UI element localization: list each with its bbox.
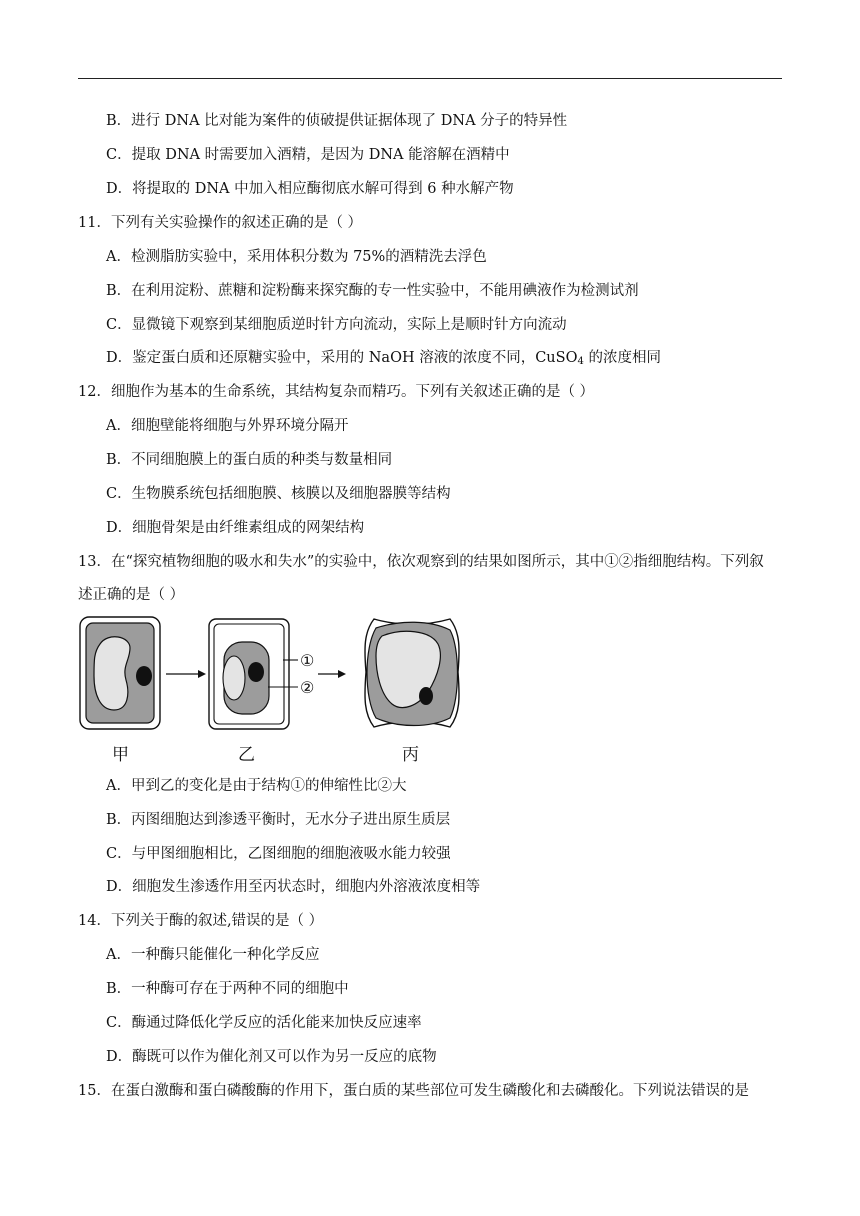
q14-option-d[interactable]: D．酶既可以作为催化剂又可以作为另一反应的底物 — [106, 1049, 437, 1065]
q11-option-c[interactable]: C．显微镜下观察到某细胞质逆时针方向流动，实际上是顺时针方向流动 — [106, 317, 567, 333]
q14-option-c[interactable]: C．酶通过降低化学反应的活化能来加快反应速率 — [106, 1015, 422, 1031]
q12-option-d[interactable]: D．细胞骨架是由纤维素组成的网架结构 — [106, 520, 365, 536]
q13-option-b[interactable]: B．丙图细胞达到渗透平衡时，无水分子进出原生质层 — [106, 812, 451, 828]
cell-jia — [80, 617, 160, 729]
marker-1: ① — [300, 651, 315, 670]
q12-option-b[interactable]: B．不同细胞膜上的蛋白质的种类与数量相同 — [106, 452, 393, 468]
cell-bing — [365, 619, 459, 727]
label-bing: 丙 — [402, 745, 419, 765]
q13-option-d[interactable]: D．细胞发生渗透作用至丙状态时，细胞内外溶液浓度相等 — [106, 879, 481, 895]
q13-option-c[interactable]: C．与甲图细胞相比，乙图细胞的细胞液吸水能力较强 — [106, 846, 451, 862]
q13-stem-line1: 13．在“探究植物细胞的吸水和失水”的实验中，依次观察到的结果如图所示，其中①②指细胞结构。下列叙 — [78, 554, 764, 570]
label-jia: 甲 — [112, 745, 129, 765]
q10-option-d[interactable]: D．将提取的 DNA 中加入相应酶彻底水解可得到 6 种水解产物 — [106, 181, 514, 197]
q12-option-c[interactable]: C．生物膜系统包括细胞膜、核膜以及细胞器膜等结构 — [106, 486, 451, 502]
q12-stem: 12．细胞作为基本的生命系统，其结构复杂而精巧。下列有关叙述正确的是（ ） — [78, 384, 595, 400]
q10-option-b[interactable]: B．进行 DNA 比对能为案件的侦破提供证据体现了 DNA 分子的特异性 — [106, 113, 568, 129]
label-yi: 乙 — [238, 745, 255, 765]
q13-stem-line2: 述正确的是（ ） — [78, 587, 185, 603]
q11-stem: 11．下列有关实验操作的叙述正确的是（ ） — [78, 215, 363, 231]
q11-option-d-text: D．鉴定蛋白质和还原糖实验中，采用的 NaOH 溶液的浓度不同，CuSO — [106, 350, 578, 366]
q12-option-a[interactable]: A．细胞壁能将细胞与外界环境分隔开 — [106, 418, 349, 434]
header-rule — [78, 78, 782, 79]
q11-option-b[interactable]: B．在利用淀粉、蔗糖和淀粉酶来探究酶的专一性实验中，不能用碘液作为检测试剂 — [106, 283, 639, 299]
q14-option-b[interactable]: B．一种酶可存在于两种不同的细胞中 — [106, 981, 349, 997]
q11-option-d-subscript: 4 — [577, 356, 584, 367]
q11-option-d[interactable] — [106, 348, 661, 372]
q10-option-c[interactable]: C．提取 DNA 时需要加入酒精，是因为 DNA 能溶解在酒精中 — [106, 147, 510, 163]
marker-2: ② — [300, 678, 315, 697]
q11-option-d-tail: 的浓度相同 — [583, 350, 661, 366]
q13-option-a[interactable]: A．甲到乙的变化是由于结构①的伸缩性比②大 — [106, 778, 407, 794]
q11-option-a[interactable]: A．检测脂肪实验中，采用体积分数为 75%的酒精洗去浮色 — [106, 249, 487, 265]
q14-option-a[interactable]: A．一种酶只能催化一种化学反应 — [106, 947, 320, 963]
plasmolysis-figure — [78, 614, 478, 772]
cell-yi — [209, 619, 298, 729]
q14-stem: 14．下列关于酶的叙述,错误的是（ ） — [78, 913, 324, 929]
q15-stem: 15．在蛋白激酶和蛋白磷酸酶的作用下，蛋白质的某些部位可发生磷酸化和去磷酸化。下列说法错误的是 — [78, 1083, 749, 1099]
